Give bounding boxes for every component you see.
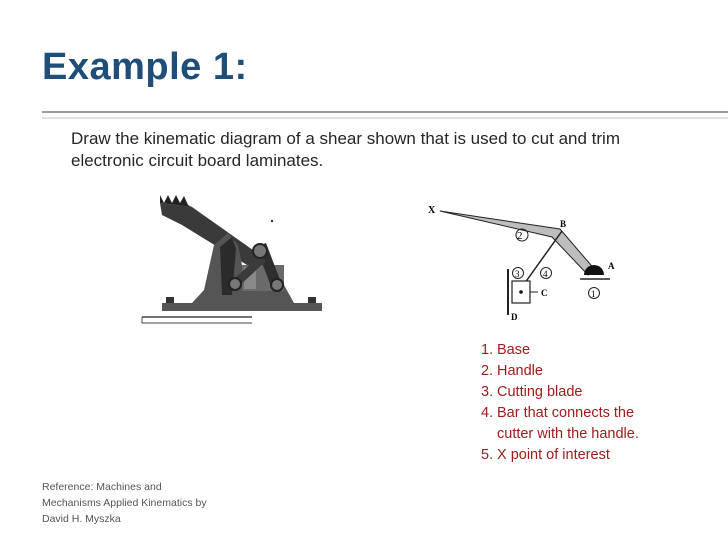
list-item xyxy=(481,361,697,382)
link-label-3: 3 xyxy=(515,269,520,279)
title-rule xyxy=(42,111,728,113)
slide-title: Example 1: xyxy=(42,46,248,88)
list-text: Base xyxy=(497,342,531,358)
list-number: 3. xyxy=(481,384,494,400)
shear-schematic xyxy=(420,195,630,325)
list-item xyxy=(481,445,697,466)
list-number: 4. xyxy=(481,405,494,421)
link-label-4: 4 xyxy=(543,269,548,279)
list-item xyxy=(481,382,697,403)
point-label-c: C xyxy=(541,288,548,298)
link-label-2: 2 xyxy=(517,230,523,242)
point-label-x: X xyxy=(428,205,436,216)
list-text: Handle xyxy=(497,363,543,379)
list-text: X point of interest xyxy=(497,447,610,463)
list-number: 5. xyxy=(481,447,494,463)
list-text: Bar that connects the cutter with the handle. xyxy=(497,405,639,442)
point-label-b: B xyxy=(560,219,567,229)
list-text: Cutting blade xyxy=(497,384,583,400)
list-item xyxy=(481,340,697,361)
list-number: 2. xyxy=(481,363,494,379)
link-label-1: 1 xyxy=(591,289,596,299)
list-item xyxy=(481,403,697,445)
list-number: 1. xyxy=(481,342,494,358)
shear-photo xyxy=(132,185,332,335)
title-rule-shadow xyxy=(42,117,728,119)
parts-list xyxy=(481,340,697,466)
point-label-a: A xyxy=(608,261,615,271)
reference-note: Reference: Machines and Mechanisms Applied Kinematics by David H. Myszka xyxy=(42,481,207,525)
problem-statement: Draw the kinematic diagram of a shear shown that is used to cut and trim electronic circuit board laminates. xyxy=(71,129,620,170)
point-label-d: D xyxy=(511,312,518,322)
